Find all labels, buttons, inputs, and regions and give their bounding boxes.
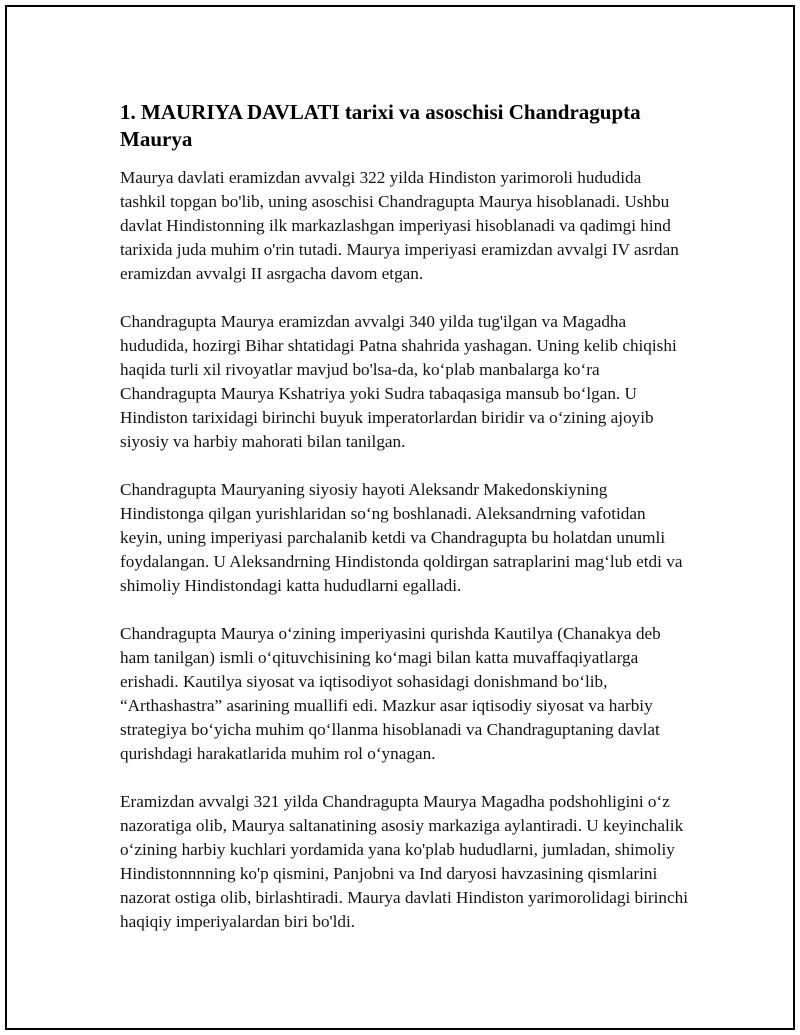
paragraph-4: Chandragupta Maurya o‘zining imperiyasini qurishda Kautilya (Chanakya deb ham tanilgan) ismli o‘qituvchisining ko‘magi bilan katta muvaffaqiyatlarga erishadi. Kautilya siyosat va iqtisodiyot sohasidagi donishmand bo‘lib, “Arthashastra” asarining muallifi edi. Mazkur asar iqtisodiy siyosat va harbiy strategiya bo‘yicha muhim qo‘llanma hisoblanadi va Chandraguptaning davlat qurishdagi harakatlarida muhim rol o‘ynagan.: [120, 624, 661, 763]
paragraph-5: Eramizdan avvalgi 321 yilda Chandragupta Maurya Magadha podshohligini o‘z nazoratiga olib, Maurya saltanatining asosiy markaziga aylantiradi. U keyinchalik o‘zining harbiy kuchlari yordamida yana ko'plab hududlarni, jumladan, shimoliy Hindistonnnning ko'p qismini, Panjobni va Ind daryosi havzasining qismlarini nazorat ostiga olib, birlashtiradi. Maurya davlati Hindiston yarimorolidagi birinchi haqiqiy imperiyalardan biri bo'ldi.: [120, 792, 689, 931]
paragraph-2: Chandragupta Maurya eramizdan avvalgi 340 yilda tug'ilgan va Magadha hududida, hozirgi Bihar shtatidagi Patna shahrida yashagan. Uning kelib chiqishi haqida turli xil rivoyatlar mavjud bo'lsa-da, ko‘plab manbalarga ko‘ra Chandragupta Maurya Kshatriya yoki Sudra tabaqasiga mansub bo‘lgan. U Hindiston tarixidagi birinchi buyuk imperatorlardan biridir va o‘zining ajoyib siyosiy va harbiy mahorati bilan tanilgan.: [120, 312, 677, 451]
paragraph-1: Maurya davlati eramizdan avvalgi 322 yilda Hindiston yarimoroli hududida tashkil topgan bo'lib, uning asoschisi Chandragupta Maurya hisoblanadi. Ushbu davlat Hindistonning ilk markazlashgan imperiyasi hisoblanadi va qadimgi hind tarixida juda muhim o'rin tutadi. Maurya imperiyasi eramizdan avvalgi IV asrdan eramizdan avvalgi II asrgacha davom etgan.: [120, 168, 679, 283]
document-heading: 1. MAURIYA DAVLATI tarixi va asoschisi Chandragupta Maurya: [120, 100, 641, 151]
document-body: [120, 99, 690, 958]
page-border: [5, 5, 795, 1030]
paragraph-3: Chandragupta Mauryaning siyosiy hayoti Aleksandr Makedonskiyning Hindistonga qilgan yurishlaridan so‘ng boshlanadi. Aleksandrning vafotidan keyin, uning imperiyasi parchalanib ketdi va Chandragupta bu holatdan unumli foydalangan. U Aleksandrning Hindistonda qoldirgan satraplarini mag‘lub etdi va shimoliy Hindistondagi katta hududlarni egalladi.: [120, 480, 683, 595]
